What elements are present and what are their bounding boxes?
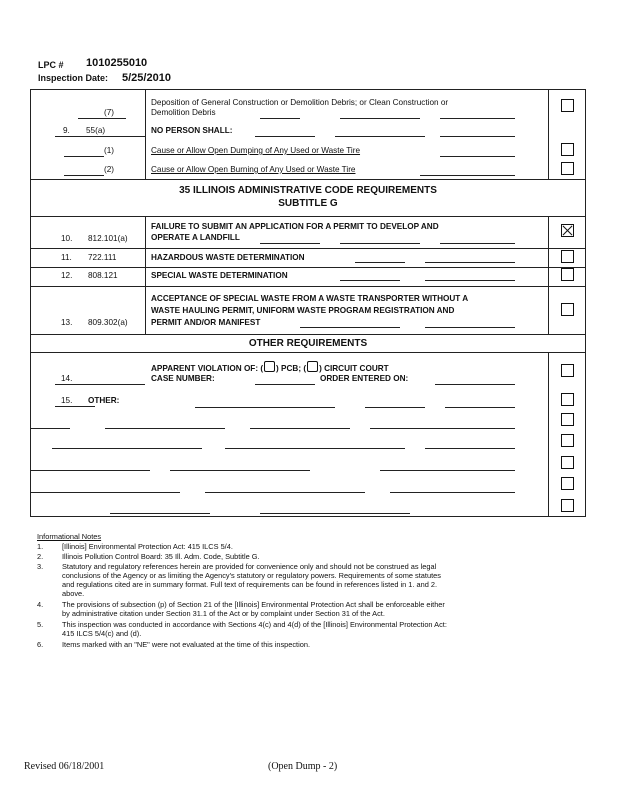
note-3-line1: Statutory and regulatory references herein are provided for convenience only and should not be construed as legal: [62, 562, 437, 571]
row15-number: 15.: [61, 396, 73, 405]
notes-title: Informational Notes: [37, 532, 102, 541]
row7-text-line2: Demolition Debris: [151, 108, 216, 117]
note-4-number: 4.: [37, 600, 44, 609]
blank-row3-checkbox[interactable]: [561, 456, 574, 469]
row14-number: 14.: [61, 374, 73, 383]
row9-1-sub: (1): [104, 146, 115, 155]
blank-row1-checkbox[interactable]: [561, 413, 574, 426]
note-6-number: 6.: [37, 640, 44, 649]
row10-citation: 812.101(a): [88, 234, 128, 243]
note-4-line2: by administrative citation under Section 31.1 of the Act or by complaint under Section 31 of the Act.: [62, 609, 385, 618]
row13-number: 13.: [61, 318, 73, 327]
row13-text-line2: WASTE HAULING PERMIT, UNIFORM WASTE PROGRAM REGISTRATION AND: [151, 306, 455, 315]
row14-violation-line: [151, 361, 389, 374]
note-6-line1: Items marked with an "NE" were not evaluated at the time of this inspection.: [62, 640, 311, 649]
row11-number: 11.: [61, 253, 72, 262]
section-other-requirements: OTHER REQUIREMENTS: [248, 338, 368, 349]
row13-checkbox[interactable]: [561, 303, 574, 316]
row15-other-label: OTHER:: [88, 396, 120, 405]
row12-text: SPECIAL WASTE DETERMINATION: [151, 271, 288, 280]
circuit-court-checkbox[interactable]: [307, 361, 318, 372]
row14-pcb-text: ) PCB; (: [276, 364, 307, 373]
blank-row2-checkbox[interactable]: [561, 434, 574, 447]
row7-text-line1: Deposition of General Construction or Demolition Debris; or Clean Construction or: [151, 98, 449, 107]
note-5-line2: 415 ILCS 5/4(c) and (d).: [62, 629, 142, 638]
order-entered-label: ORDER ENTERED ON:: [320, 374, 409, 383]
row9-2-sub: (2): [104, 165, 115, 174]
row12-number: 12.: [61, 271, 73, 280]
row13-text-line1: ACCEPTANCE OF SPECIAL WASTE FROM A WASTE TRANSPORTER WITHOUT A: [151, 294, 469, 303]
row10-checkbox-checked[interactable]: [561, 224, 574, 237]
inspection-date-label: Inspection Date:: [38, 73, 109, 83]
row10-text-line1: FAILURE TO SUBMIT AN APPLICATION FOR A PERMIT TO DEVELOP AND: [151, 222, 439, 231]
row12-citation: 808.121: [88, 271, 118, 280]
row9-citation: 55(a): [86, 126, 106, 135]
row7-sub: (7): [104, 108, 115, 117]
row12-checkbox[interactable]: [561, 268, 574, 281]
lpc-number: 1010255010: [86, 57, 148, 69]
row11-citation: 722.111: [88, 253, 117, 262]
row13-text-line3: PERMIT AND/OR MANIFEST: [151, 318, 261, 327]
row11-text: HAZARDOUS WASTE DETERMINATION: [151, 253, 305, 262]
note-5-number: 5.: [37, 620, 44, 629]
pcb-checkbox[interactable]: [264, 361, 275, 372]
row9-1-text: Cause or Allow Open Dumping of Any Used or Waste Tire: [151, 146, 361, 155]
note-4-line1: The provisions of subsection (p) of Section 21 of the [Illinois] Environmental Protection Act shall be enforceable either: [62, 600, 445, 609]
inspection-date: 5/25/2010: [122, 72, 171, 84]
row9-2-text: Cause or Allow Open Burning of Any Used or Waste Tire: [151, 165, 356, 174]
case-number-label: CASE NUMBER:: [151, 374, 215, 383]
note-3-line4: above.: [62, 589, 85, 598]
note-3-line3: and regulations cited are in summary format. Full text of requirements can be found in references listed in 1. and 2.: [62, 580, 438, 589]
blank-row5-checkbox[interactable]: [561, 499, 574, 512]
row7-checkbox[interactable]: [561, 99, 574, 112]
row14-violation-text: APPARENT VIOLATION OF: (: [151, 364, 264, 373]
note-1-number: 1.: [37, 542, 44, 551]
row9-number: 9.: [63, 126, 70, 135]
section-subtitle-g-line2: SUBTITLE G: [278, 198, 338, 209]
note-5-line1: This inspection was conducted in accordance with Sections 4(c) and 4(d) of the [Illinois] Environmental Protection Act:: [62, 620, 447, 629]
note-2-line1: Illinois Pollution Control Board: 35 Ill. Adm. Code, Subtitle G.: [62, 552, 260, 561]
revised-date: Revised 06/18/2001: [24, 761, 105, 772]
page-label: (Open Dump - 2): [268, 761, 338, 772]
note-3-number: 3.: [37, 562, 44, 571]
lpc-label: LPC #: [38, 60, 64, 70]
row15-checkbox[interactable]: [561, 393, 574, 406]
row9-2-checkbox[interactable]: [561, 162, 574, 175]
row14-circuit-text: ) CIRCUIT COURT: [319, 364, 389, 373]
row10-text-line2: OPERATE A LANDFILL: [151, 233, 240, 242]
row10-number: 10.: [61, 234, 73, 243]
row11-checkbox[interactable]: [561, 250, 574, 263]
row9-1-checkbox[interactable]: [561, 143, 574, 156]
section-subtitle-g-line1: 35 ILLINOIS ADMINISTRATIVE CODE REQUIREMENTS: [179, 185, 437, 196]
blank-row4-checkbox[interactable]: [561, 477, 574, 490]
note-1-line1: [Illinois] Environmental Protection Act: 415 ILCS 5/4.: [62, 542, 233, 551]
row9-text: NO PERSON SHALL:: [151, 126, 233, 135]
row13-citation: 809.302(a): [88, 318, 128, 327]
note-2-number: 2.: [37, 552, 44, 561]
note-3-line2: conclusions of the Agency or as limiting the Agency's statutory or regulatory powers. Requirements of some statutes: [62, 571, 441, 580]
row14-checkbox[interactable]: [561, 364, 574, 377]
